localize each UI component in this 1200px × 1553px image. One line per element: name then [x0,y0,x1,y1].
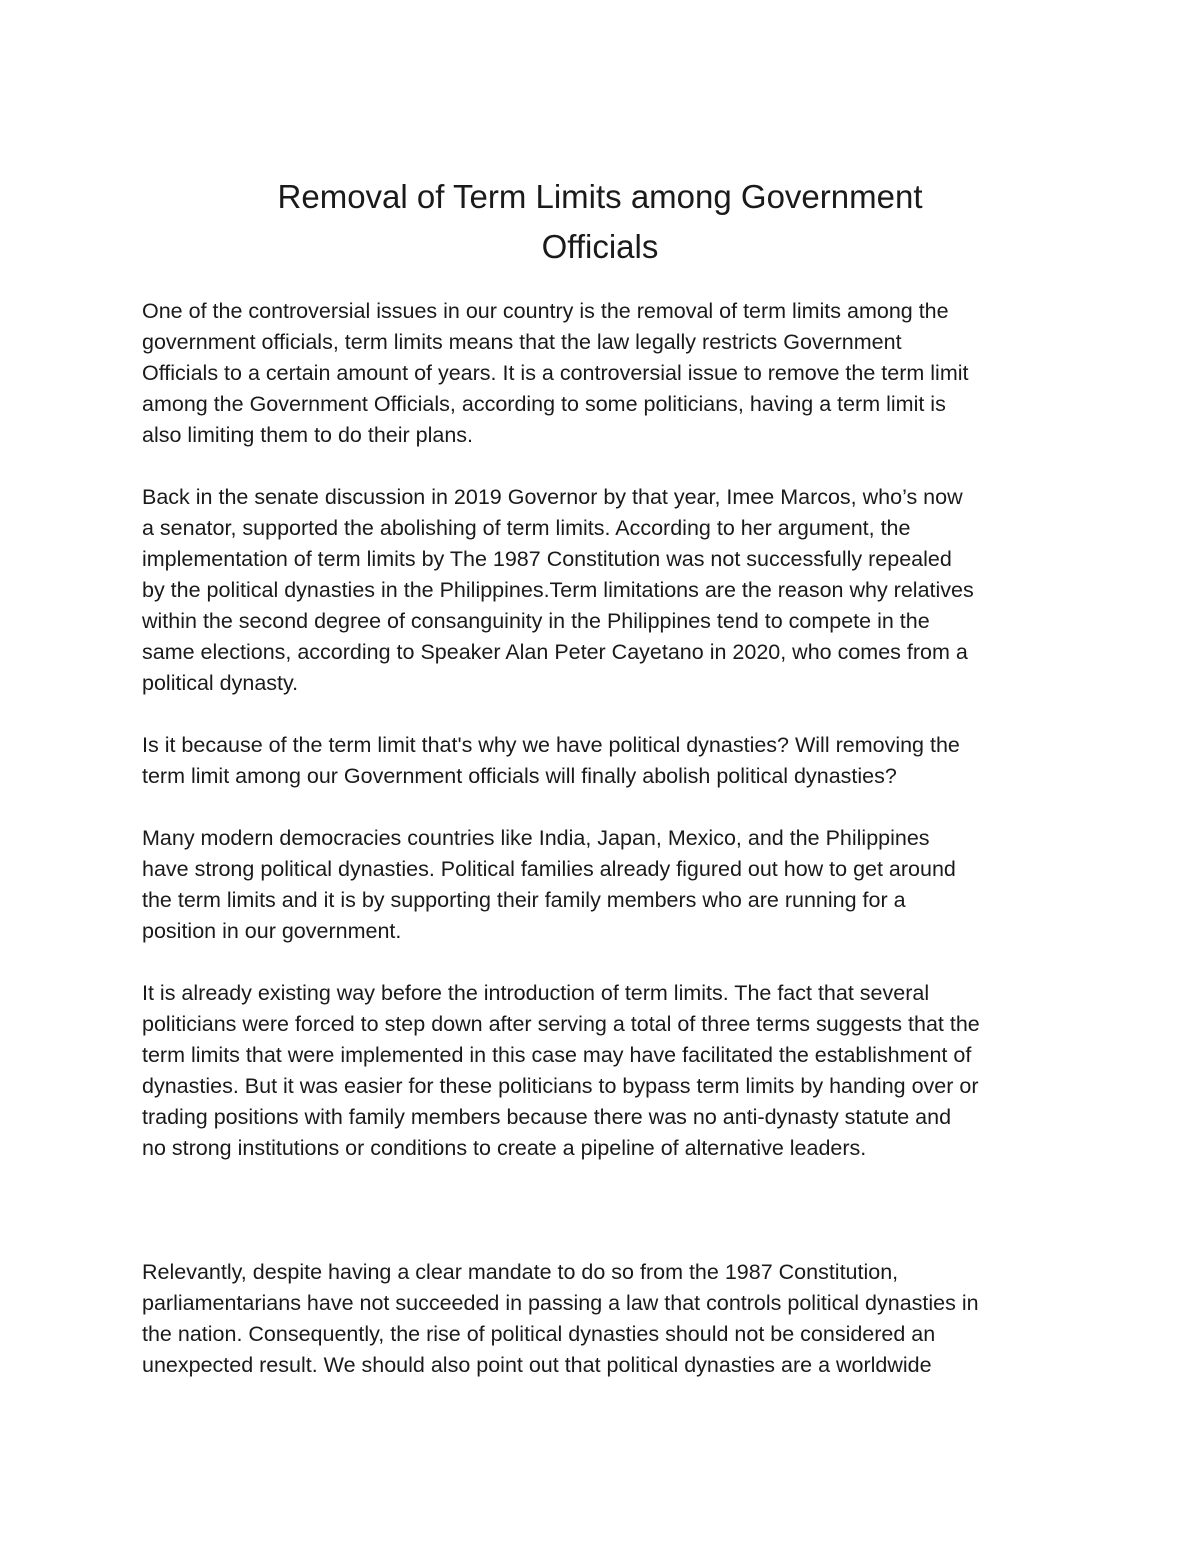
paragraph-5 [142,978,1072,1164]
document-title [140,172,1060,272]
document-body [142,296,1072,1381]
title-line-1: Removal of Term Limits among Government [277,178,923,215]
paragraph-line: within the second degree of consanguinity in the Philippines tend to compete in the [142,609,930,633]
paragraph-line: same elections, according to Speaker Alan Peter Cayetano in 2020, who comes from a [142,640,968,664]
paragraph-spacer [142,947,1072,978]
title-line-2: Officials [541,228,659,265]
paragraph-2 [142,482,1072,699]
paragraph-4 [142,823,1072,947]
paragraph-line: Relevantly, despite having a clear mandate to do so from the 1987 Constitution, [142,1260,899,1284]
paragraph-line: a senator, supported the abolishing of term limits. According to her argument, the [142,516,911,540]
paragraph-3 [142,730,1072,792]
paragraph-line: Back in the senate discussion in 2019 Governor by that year, Imee Marcos, who’s now [142,485,963,509]
paragraph-line: government officials, term limits means that the law legally restricts Government [142,330,902,354]
paragraph-line: Officials to a certain amount of years. It is a controversial issue to remove the term limit [142,361,969,385]
paragraph-spacer [142,451,1072,482]
paragraph-line: dynasties. But it was easier for these politicians to bypass term limits by handing over or [142,1074,979,1098]
paragraph-line: by the political dynasties in the Philippines.Term limitations are the reason why relatives [142,578,974,602]
paragraph-line: One of the controversial issues in our country is the removal of term limits among the [142,299,949,323]
paragraph-line: parliamentarians have not succeeded in passing a law that controls political dynasties in [142,1291,979,1315]
paragraph-line: also limiting them to do their plans. [142,423,474,447]
paragraph-1 [142,296,1072,451]
paragraph-line: trading positions with family members because there was no anti-dynasty statute and [142,1105,952,1129]
paragraph-spacer [142,699,1072,730]
paragraph-line: Is it because of the term limit that's why we have political dynasties? Will removing the [142,733,960,757]
paragraph-line: political dynasty. [142,671,299,695]
paragraph-spacer [142,1164,1072,1257]
paragraph-line: the term limits and it is by supporting their family members who are running for a [142,888,906,912]
paragraph-line: term limit among our Government officials will finally abolish political dynasties? [142,764,897,788]
paragraph-line: no strong institutions or conditions to create a pipeline of alternative leaders. [142,1136,867,1160]
paragraph-6 [142,1257,1072,1381]
paragraph-line: It is already existing way before the introduction of term limits. The fact that several [142,981,930,1005]
paragraph-line: Many modern democracies countries like India, Japan, Mexico, and the Philippines [142,826,930,850]
paragraph-line: term limits that were implemented in this case may have facilitated the establishment of [142,1043,972,1067]
paragraph-line: among the Government Officials, according to some politicians, having a term limit is [142,392,946,416]
paragraph-line: the nation. Consequently, the rise of political dynasties should not be considered an [142,1322,936,1346]
paragraph-line: unexpected result. We should also point out that political dynasties are a worldwide [142,1353,932,1377]
paragraph-line: politicians were forced to step down after serving a total of three terms suggests that the [142,1012,980,1036]
paragraph-line: implementation of term limits by The 1987 Constitution was not successfully repealed [142,547,952,571]
paragraph-spacer [142,792,1072,823]
paragraph-line: position in our government. [142,919,402,943]
paragraph-line: have strong political dynasties. Political families already figured out how to get around [142,857,956,881]
